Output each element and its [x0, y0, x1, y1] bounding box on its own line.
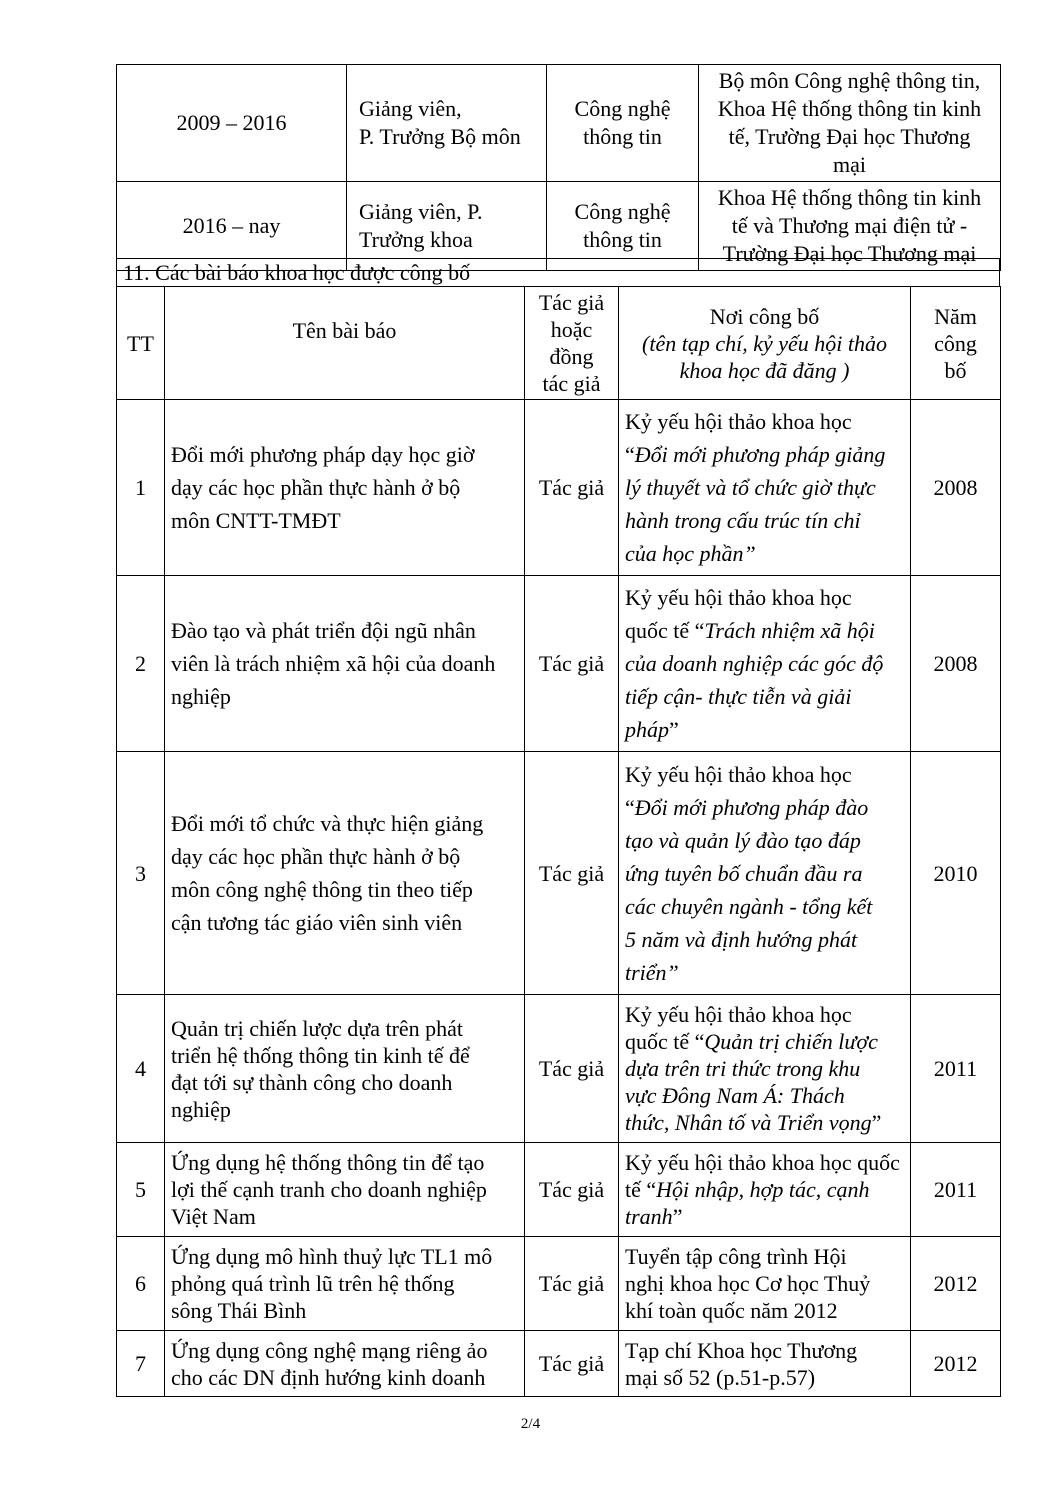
- paper-venue: Tuyển tập công trình Hội nghị khoa học Cơ học Thuỷ khí toàn quốc năm 2012: [619, 1237, 911, 1331]
- header-row: [117, 287, 1001, 400]
- paper-tt: 2: [117, 576, 165, 752]
- paper-author: Tác giả: [525, 1331, 619, 1397]
- paper-year: 2012: [911, 1237, 1001, 1331]
- paper-tt: 6: [117, 1237, 165, 1331]
- paper-tt: 1: [117, 400, 165, 576]
- work-place: Bộ môn Công nghệ thông tin, Khoa Hệ thống thông tin kinh tế, Trường Đại học Thương mại: [699, 65, 1001, 182]
- paper-year: 2008: [911, 576, 1001, 752]
- paper-row: [117, 995, 1001, 1143]
- paper-row: [117, 1143, 1001, 1237]
- paper-venue: Kỷ yếu hội thảo khoa học quốc tế “Hội nhập, hợp tác, cạnh tranh”: [619, 1143, 911, 1237]
- paper-author: Tác giả: [525, 400, 619, 576]
- header-year: Năm công bố: [911, 287, 1001, 400]
- paper-year: 2011: [911, 995, 1001, 1143]
- header-venue: [619, 287, 911, 400]
- paper-row: [117, 576, 1001, 752]
- paper-author: Tác giả: [525, 576, 619, 752]
- work-field: Công nghệ thông tin: [547, 65, 699, 182]
- work-history-table: [116, 64, 1001, 271]
- paper-title: Ứng dụng hệ thống thông tin để tạo lợi thế cạnh tranh cho doanh nghiệp Việt Nam: [165, 1143, 525, 1237]
- work-period: 2016 – nay: [117, 182, 347, 271]
- paper-tt: 7: [117, 1331, 165, 1397]
- header-venue-note: (tên tạp chí, kỷ yếu hội thảo khoa học đã đăng ): [642, 330, 887, 383]
- paper-author: Tác giả: [525, 995, 619, 1143]
- paper-title: Đổi mới phương pháp dạy học giờ dạy các học phần thực hành ở bộ môn CNTT-TMĐT: [165, 400, 525, 576]
- paper-title: Quản trị chiến lược dựa trên phát triển hệ thống thông tin kinh tế để đạt tới sự thành công cho doanh nghiệp: [165, 995, 525, 1143]
- paper-author: Tác giả: [525, 752, 619, 995]
- paper-venue: Kỷ yếu hội thảo khoa học “Đổi mới phương pháp đào tạo và quản lý đào tạo đáp ứng tuyên bố chuẩn đầu ra các chuyên ngành - tổng kết 5 năm và định hướng phát triển”: [619, 752, 911, 995]
- section-title: 11. Các bài báo khoa học được công bố: [116, 258, 1000, 286]
- paper-row: [117, 1237, 1001, 1331]
- paper-year: 2010: [911, 752, 1001, 995]
- work-period: 2009 – 2016: [117, 65, 347, 182]
- work-row: [117, 65, 1001, 182]
- paper-title: Đổi mới tổ chức và thực hiện giảng dạy các học phần thực hành ở bộ môn công nghệ thông tin theo tiếp cận tương tác giáo viên sinh viên: [165, 752, 525, 995]
- paper-title: Đào tạo và phát triển đội ngũ nhân viên là trách nhiệm xã hội của doanh nghiệp: [165, 576, 525, 752]
- paper-author: Tác giả: [525, 1143, 619, 1237]
- header-tt: TT: [117, 287, 165, 400]
- work-position: Giảng viên, P. Trưởng Bộ môn: [347, 65, 547, 182]
- paper-row: [117, 752, 1001, 995]
- papers-table: [116, 286, 1001, 1397]
- paper-tt: 4: [117, 995, 165, 1143]
- page-number: 2/4: [520, 1416, 541, 1432]
- paper-year: 2011: [911, 1143, 1001, 1237]
- paper-row: [117, 400, 1001, 576]
- paper-title: Ứng dụng mô hình thuỷ lực TL1 mô phỏng quá trình lũ trên hệ thống sông Thái Bình: [165, 1237, 525, 1331]
- work-position: Giảng viên, P. Trưởng khoa: [347, 182, 547, 271]
- paper-title: Ứng dụng công nghệ mạng riêng ảo cho các DN định hướng kinh doanh: [165, 1331, 525, 1397]
- paper-venue: Kỷ yếu hội thảo khoa học quốc tế “Trách nhiệm xã hội của doanh nghiệp các góc độ tiếp cận- thực tiễn và giải pháp”: [619, 576, 911, 752]
- header-author: Tác giả hoặc đồng tác giả: [525, 287, 619, 400]
- work-field: Công nghệ thông tin: [547, 182, 699, 271]
- header-venue-label: Nơi công bố: [709, 303, 820, 329]
- header-title: Tên bài báo: [165, 287, 525, 400]
- paper-venue: Tạp chí Khoa học Thương mại số 52 (p.51-p.57): [619, 1331, 911, 1397]
- paper-venue: Kỷ yếu hội thảo khoa học “Đổi mới phương pháp giảng lý thuyết và tổ chức giờ thực hành trong cấu trúc tín chỉ của học phần”: [619, 400, 911, 576]
- paper-author: Tác giả: [525, 1237, 619, 1331]
- paper-year: 2012: [911, 1331, 1001, 1397]
- paper-tt: 3: [117, 752, 165, 995]
- paper-venue: Kỷ yếu hội thảo khoa học quốc tế “Quản trị chiến lược dựa trên tri thức trong khu vực Đông Nam Á: Thách thức, Nhân tố và Triển vọng”: [619, 995, 911, 1143]
- paper-row: [117, 1331, 1001, 1397]
- work-place: Khoa Hệ thống thông tin kinh tế và Thương mại điện tử - Trường Đại học Thương mại: [699, 182, 1001, 271]
- paper-tt: 5: [117, 1143, 165, 1237]
- paper-year: 2008: [911, 400, 1001, 576]
